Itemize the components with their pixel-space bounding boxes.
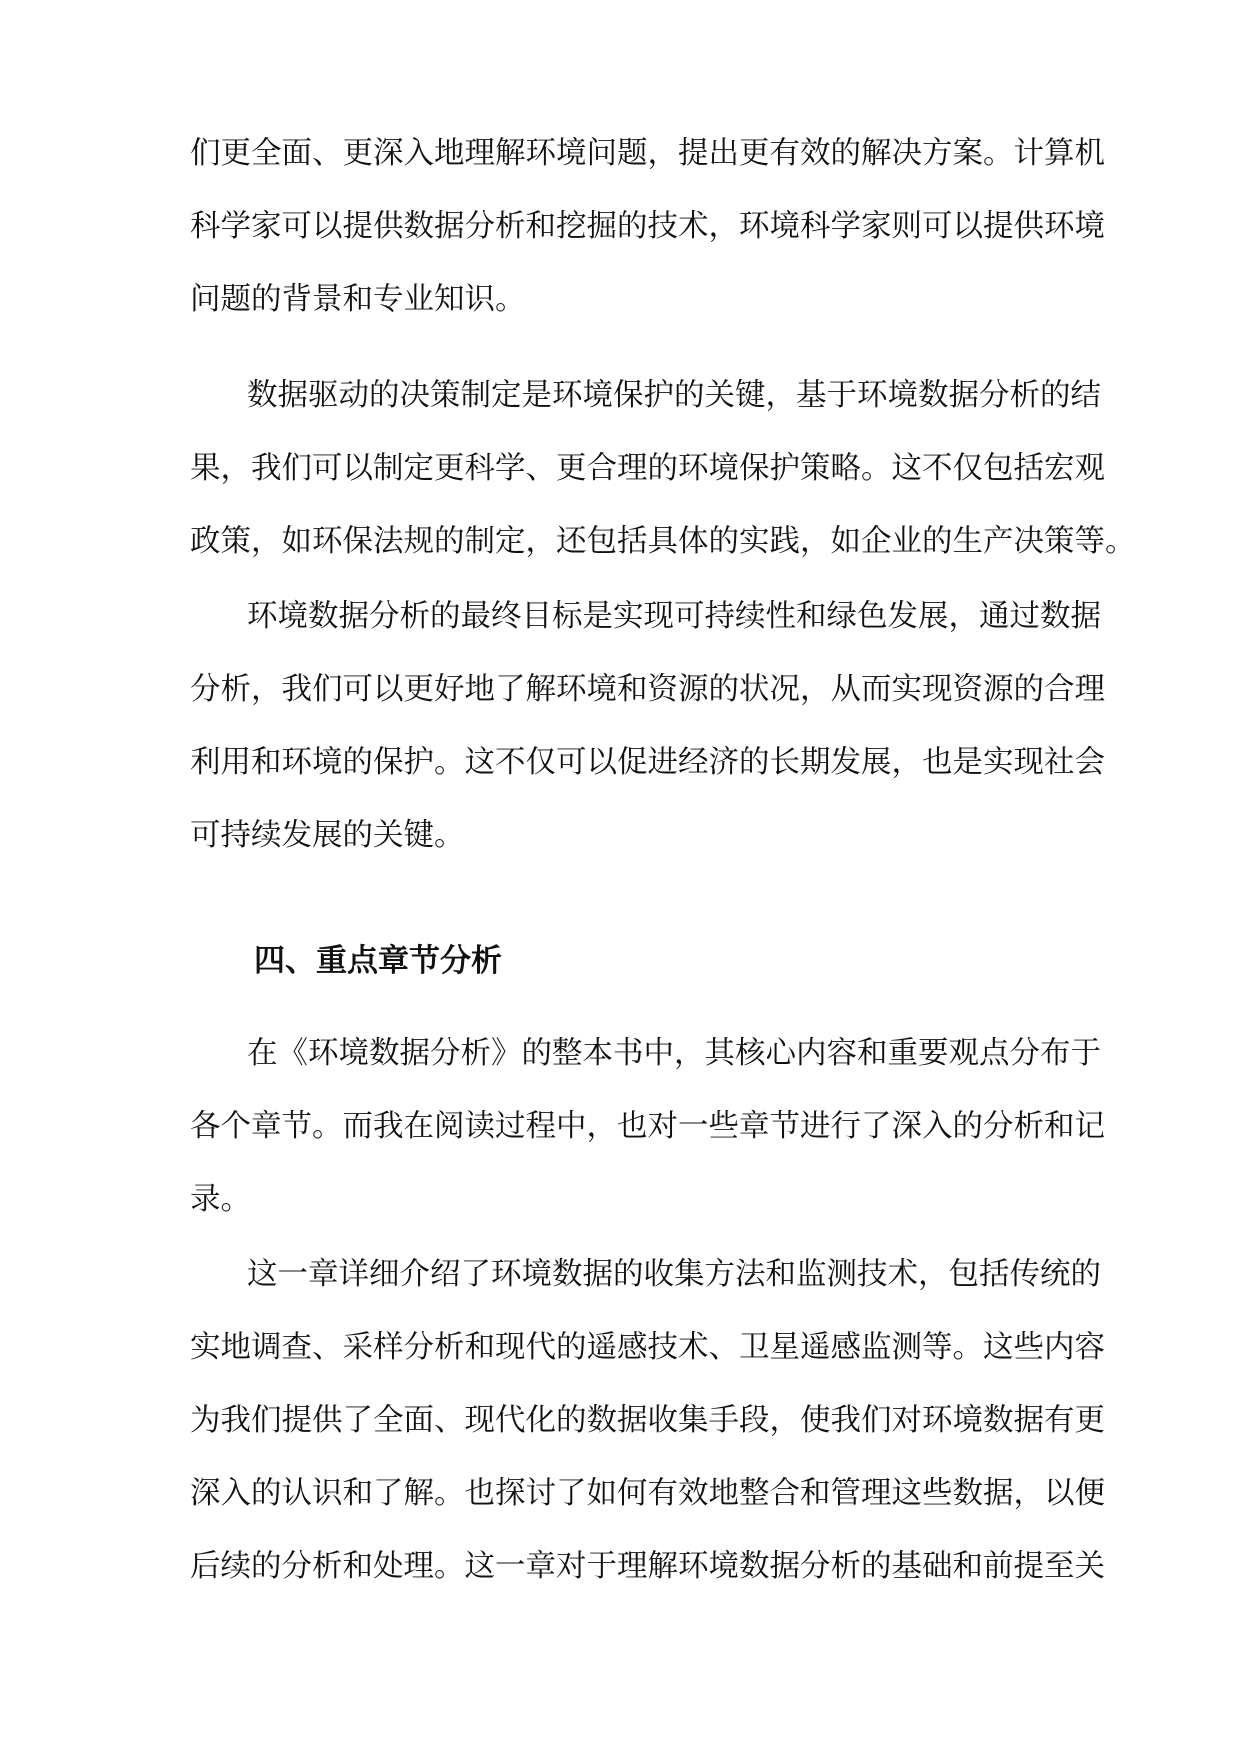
paragraph-3-line-3: 利用和环境的保护。这不仅可以促进经济的长期发展，也是实现社会: [190, 745, 1105, 780]
paragraph-2-line-3: 政策，如环保法规的制定，还包括具体的实践，如企业的生产决策等。: [190, 524, 1136, 559]
section-paragraph-2-line-5: 后续的分析和处理。这一章对于理解环境数据分析的基础和前提至关: [190, 1549, 1105, 1584]
section-paragraph-2-line-2: 实地调查、采样分析和现代的遥感技术、卫星遥感监测等。这些内容: [190, 1330, 1105, 1365]
paragraph-1-line-2: 科学家可以提供数据分析和挖掘的技术，环境科学家则可以提供环境: [190, 209, 1105, 244]
paragraph-3-line-2: 分析，我们可以更好地了解环境和资源的状况，从而实现资源的合理: [190, 672, 1105, 707]
paragraph-3-line-4: 可持续发展的关键。: [190, 818, 465, 853]
section-paragraph-1-line-3: 录。: [190, 1182, 251, 1217]
section-paragraph-2-line-3: 为我们提供了全面、现代化的数据收集手段，使我们对环境数据有更: [190, 1403, 1105, 1438]
paragraph-1-line-3: 问题的背景和专业知识。: [190, 282, 526, 317]
section-heading: 四、重点章节分析: [254, 943, 502, 979]
paragraph-1-line-1: 们更全面、更深入地理解环境问题，提出更有效的解决方案。计算机: [190, 136, 1105, 171]
section-paragraph-1-line-1: 在《环境数据分析》的整本书中，其核心内容和重要观点分布于: [247, 1036, 1101, 1071]
paragraph-3-line-1: 环境数据分析的最终目标是实现可持续性和绿色发展，通过数据: [247, 599, 1101, 634]
section-paragraph-2-line-4: 深入的认识和了解。也探讨了如何有效地整合和管理这些数据，以便: [190, 1476, 1105, 1511]
section-paragraph-1-line-2: 各个章节。而我在阅读过程中，也对一些章节进行了深入的分析和记: [190, 1109, 1105, 1144]
paragraph-2-line-2: 果，我们可以制定更科学、更合理的环境保护策略。这不仅包括宏观: [190, 451, 1105, 486]
section-paragraph-2-line-1: 这一章详细介绍了环境数据的收集方法和监测技术，包括传统的: [247, 1257, 1101, 1292]
paragraph-2-line-1: 数据驱动的决策制定是环境保护的关键，基于环境数据分析的结: [247, 378, 1101, 413]
